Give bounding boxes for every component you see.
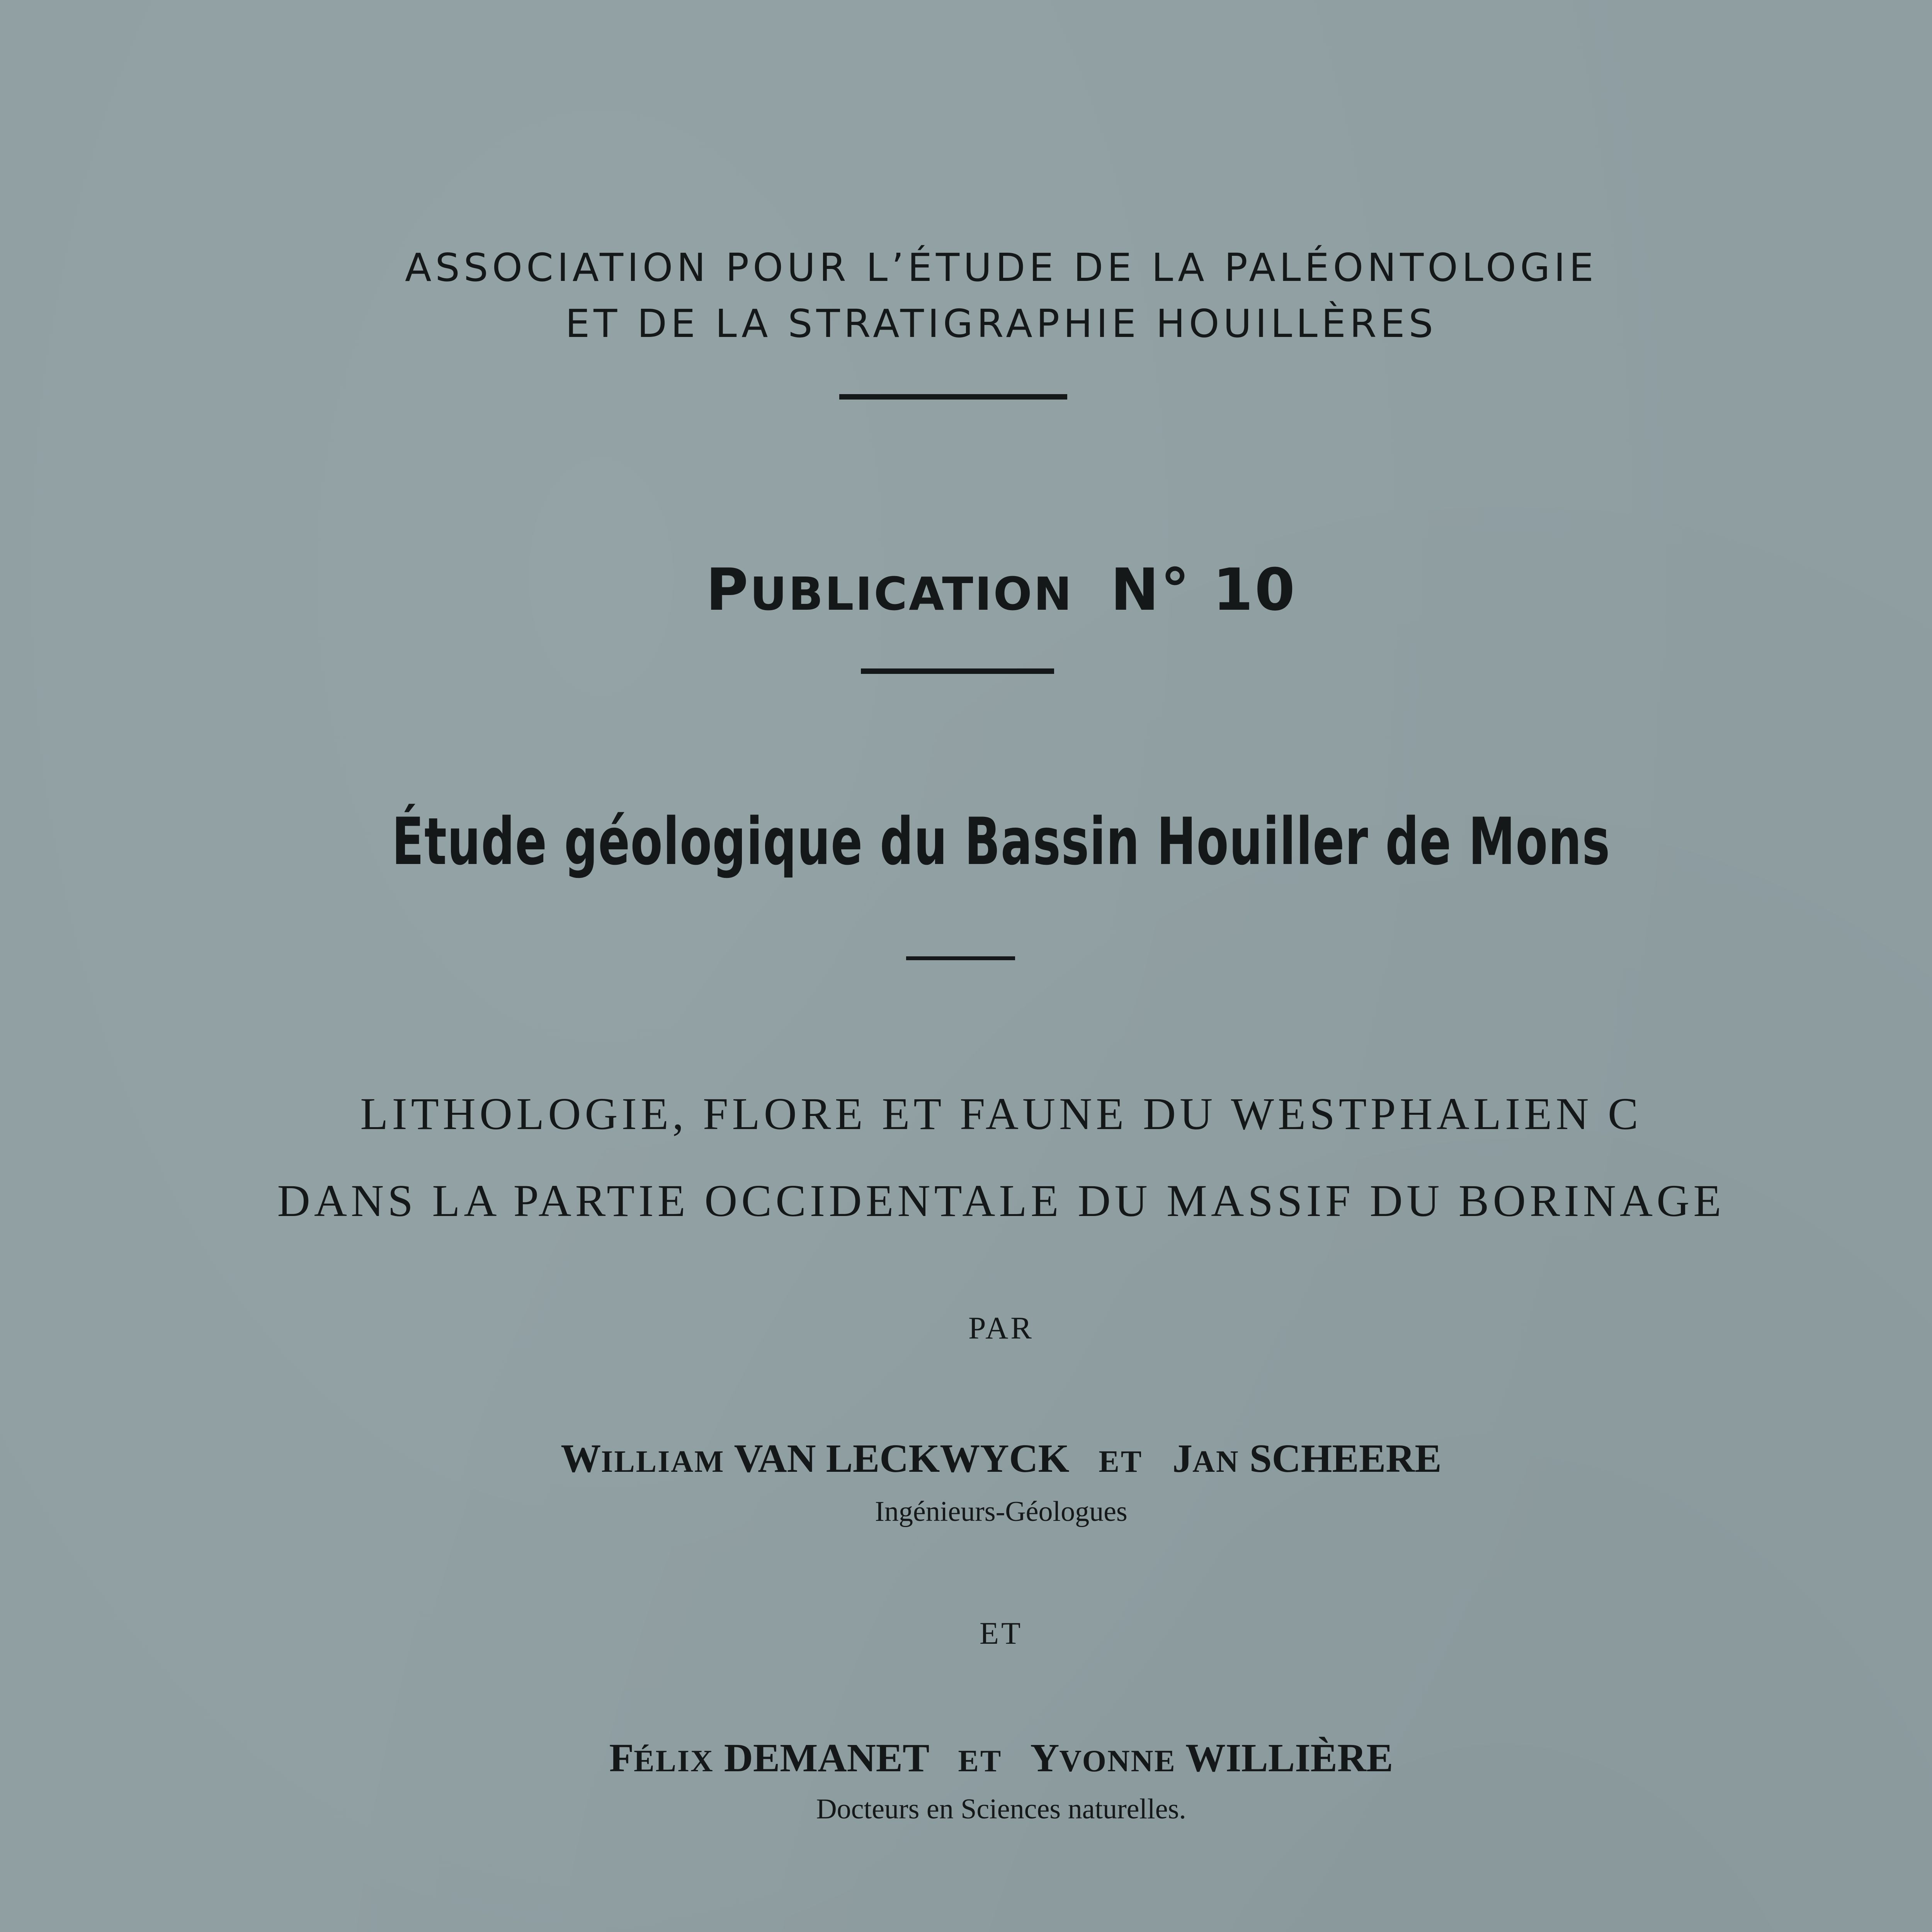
document-title: Étude géologique du Bassin Houiller de Mons xyxy=(392,804,1611,879)
par-label: PAR xyxy=(968,1310,1034,1345)
subtitle-line-1: LITHOLOGIE, FLORE ET FAUNE DU WESTPHALIEN C xyxy=(360,1088,1642,1139)
author-first-name-cap: Y xyxy=(1030,1736,1060,1780)
association-header xyxy=(0,240,1932,352)
author-first-name: AN xyxy=(1192,1445,1240,1479)
divider-rule xyxy=(839,394,1067,400)
author-last-name: SCHEERE xyxy=(1249,1436,1442,1481)
association-line-2: ET DE LA STRATIGRAPHIE HOUILLÈRES xyxy=(565,301,1437,346)
publication-label-small: UBLICATION xyxy=(750,567,1073,621)
authors-line-1 xyxy=(0,1435,1932,1481)
author-first-name: ILLIAM xyxy=(601,1445,725,1479)
et-separator: ET xyxy=(979,1616,1023,1651)
publication-number xyxy=(0,556,1932,624)
publication-label-cap: P xyxy=(706,556,750,624)
conjunction: ET xyxy=(958,1744,1003,1778)
conjunction: ET xyxy=(1099,1445,1143,1479)
divider-rule xyxy=(861,668,1054,674)
author-first-name-cap: W xyxy=(561,1436,601,1481)
author-last-name: WILLIÈRE xyxy=(1185,1736,1393,1780)
document-subtitle xyxy=(0,1070,1932,1244)
divider-rule xyxy=(906,956,1015,960)
author-last-name: VAN LECKWYCK xyxy=(734,1436,1070,1481)
subtitle-line-2: DANS LA PARTIE OCCIDENTALE DU MASSIF DU BORINAGE xyxy=(277,1175,1725,1226)
authors-role-2: Docteurs en Sciences naturelles. xyxy=(816,1793,1186,1825)
publication-number-value: N° 10 xyxy=(1110,556,1297,624)
author-first-name: ÉLIX xyxy=(634,1744,714,1778)
author-last-name: DEMANET xyxy=(724,1736,929,1780)
association-line-1: ASSOCIATION POUR L’ÉTUDE DE LA PALÉONTOLOGIE xyxy=(405,245,1598,290)
author-first-name-cap: F xyxy=(609,1736,634,1780)
author-first-name-cap: J xyxy=(1172,1436,1193,1481)
author-first-name: VONNE xyxy=(1059,1744,1176,1778)
authors-role-1: Ingénieurs-Géologues xyxy=(875,1496,1128,1527)
authors-line-2 xyxy=(0,1735,1932,1781)
